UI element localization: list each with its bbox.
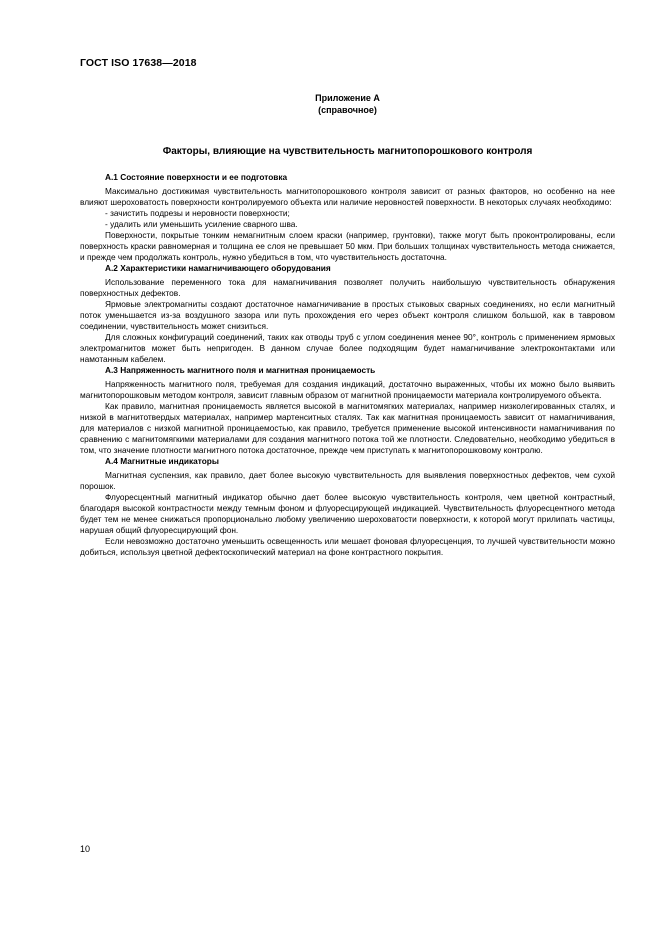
section-title: А.3 Напряженность магнитного поля и магнитная проницаемость — [105, 365, 376, 375]
document-page — [80, 57, 615, 558]
paragraph: Использование переменного тока для намагничивания позволяет получить наибольшую чувствительность обнаружения поверхностных дефектов. — [80, 277, 615, 298]
paragraph: Ярмовые электромагниты создают достаточное намагничивание в простых стыковых сварных соединениях, но если магнитный поток уменьшается из-за воздушного зазора или путь прохождения его через объект контроля слишком большой, как в тавровом соединении, чувствительность может снизиться. — [80, 299, 615, 331]
paragraph: Максимально достижимая чувствительность магнитопорошкового контроля зависит от разных факторов, но особенно на нее влияют шероховатость поверхности контролируемого объекта или наличие неровностей поверхности. В некоторых случаях необходимо: — [80, 186, 615, 207]
paragraph: Флуоресцентный магнитный индикатор обычно дает более высокую чувствительность контроля, чем цветной контрастный, благодаря высокой контрастности между темным фоном и флуоресцирующей индикацией. Чувствительность флуоресцентного метода будет тем не менее снижаться пропорционально любому увеличению шероховатости поверхности, к которой могут прилипать частицы, нарушая общий флуоресцирующий фон. — [80, 492, 615, 535]
paragraph: Для сложных конфигураций соединений, таких как отводы труб с углом соединения менее 90°, контроль с применением ярмовых электромагнитов может быть непригоден. В данном случае более подходящим будет намагничивание электроконтактами или намотанным кабелем. — [80, 332, 615, 364]
section-a1 — [80, 172, 615, 263]
section-title: А.2 Характеристики намагничивающего оборудования — [105, 263, 331, 273]
paragraph: Поверхности, покрытые тонким немагнитным слоем краски (например, грунтовки), также могут быть проконтролированы, если поверхность краски равномерная и толщина ее слоя не превышает 50 мкм. При больших толщинах чувствительность метода снижается, и прежде чем продолжать контроль, нужно убедиться в том, что чувствительность достаточна. — [80, 230, 615, 262]
document-header: ГОСТ ISO 17638—2018 — [80, 57, 197, 69]
paragraph: Как правило, магнитная проницаемость является высокой в магнитомягких материалах, например низколегированных сталях, и низкой в магнитотвердых материалах, например мартенситных сталях. Так как магнитная проницаемость зависит от намагничивания, для материалов с низкой магнитной проницаемостью, как правило, требуется применение высокой интенсивности намагничивания по сравнению с магнитомягкими материалами для создания магнитного потока той же плотности. Следовательно, необходимо убедиться в том, что значение плотности магнитного потока достаточное, прежде чем приступать к магнитопорошковому контролю. — [80, 401, 615, 455]
section-a4 — [80, 456, 615, 558]
bullet-item: - зачистить подрезы и неровности поверхности; — [105, 208, 290, 218]
section-title: А.1 Состояние поверхности и ее подготовка — [105, 172, 288, 182]
page-number: 10 — [80, 844, 91, 854]
section-a3 — [80, 365, 615, 456]
section-title: А.4 Магнитные индикаторы — [105, 456, 219, 466]
document-title: Факторы, влияющие на чувствительность магнитопорошкового контроля — [162, 146, 533, 157]
section-a2 — [80, 263, 615, 365]
appendix-heading — [80, 92, 615, 116]
paragraph: Напряженность магнитного поля, требуемая для создания индикаций, достаточно выраженных, чтобы их можно было выявить магнитопорошковым методом контроля, зависит главным образом от магнитной проницаемости материала контролируемого объекта. — [80, 379, 615, 400]
appendix-subtitle: (справочное) — [318, 105, 377, 115]
paragraph: Магнитная суспензия, как правило, дает более высокую чувствительность для выявления поверхностных дефектов, чем сухой порошок. — [80, 470, 615, 491]
bullet-item: - удалить или уменьшить усиление сварного шва. — [105, 219, 298, 229]
appendix-title: Приложение А — [315, 93, 380, 103]
paragraph: Если невозможно достаточно уменьшить освещенность или мешает фоновая флуоресценция, то лучшей чувствительности можно добиться, используя цветной дефектоскопический материал на фоне контрастного покрытия. — [80, 536, 615, 557]
